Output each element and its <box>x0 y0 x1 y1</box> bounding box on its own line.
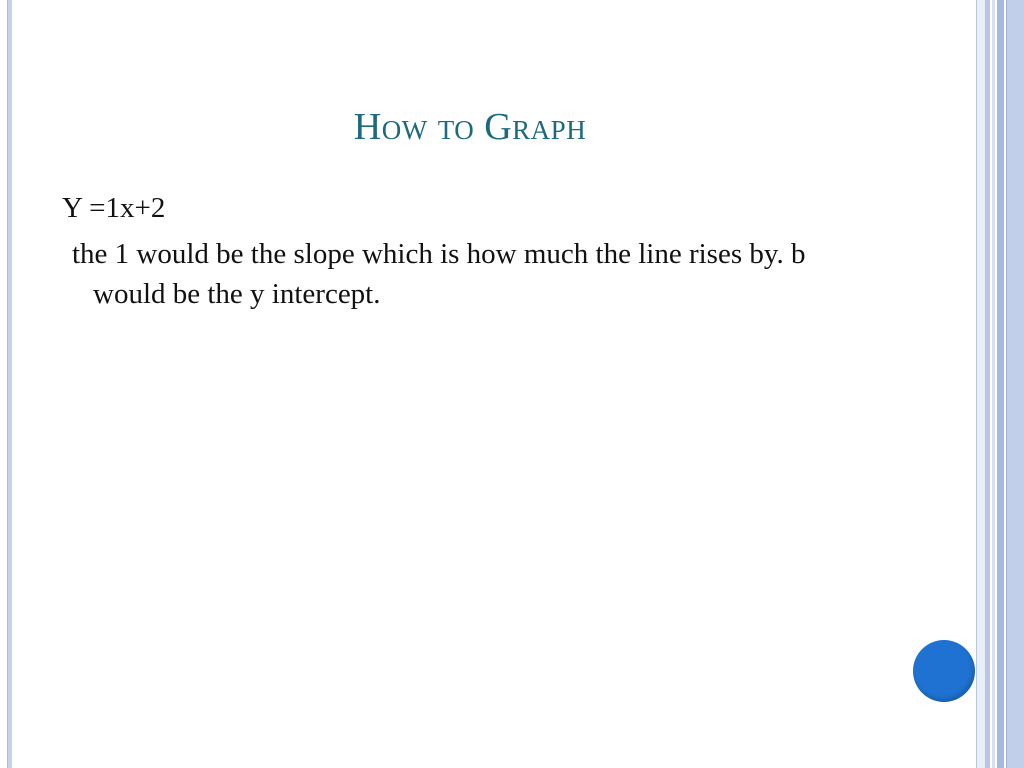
right-stripe-decoration <box>985 0 990 768</box>
right-stripe-decoration <box>1006 0 1024 768</box>
right-stripe-decoration <box>976 0 985 768</box>
right-stripe-decoration <box>992 0 995 768</box>
blue-circle-decoration <box>913 640 975 702</box>
explanation-paragraph: the 1 would be the slope which is how much the line rises by. b would be the y intercept. <box>72 238 806 310</box>
slide-title: How to Graph <box>353 106 587 148</box>
slide-body <box>62 188 882 314</box>
right-stripe-decoration <box>997 0 1004 768</box>
equation-text: Y =1x+2 <box>62 192 166 224</box>
